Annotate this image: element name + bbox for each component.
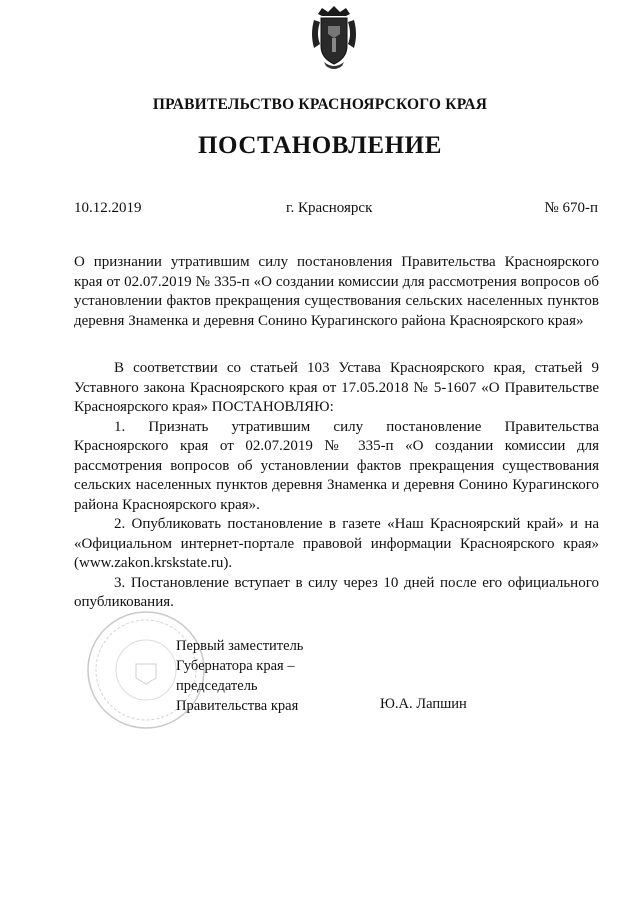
signatory-position-line: Губернатора края – xyxy=(176,658,295,674)
body-preamble: В соответствии со статьей 103 Устава Красноярского края, статьей 9 Уставного закона Красноярского края от 17.05.2018 № 5-1607 «О Правительстве Красноярского края» ПОСТАНОВЛЯЮ: xyxy=(74,360,599,415)
document-city: г. Красноярск xyxy=(286,200,373,216)
body-item-2: 2. Опубликовать постановление в газете «Наш Красноярский край» и на «Официальном интернет-портале правовой информации Красноярского края» (www.zakon.krskstate.ru). xyxy=(74,516,599,571)
body-item-1: 1. Признать утратившим силу постановление Правительства Красноярского края от 02.07.2019 № 335-п «О создании комиссии для рассмотрения вопросов об установлении фактов прекращения существования сельских населенных пунктов деревня Знаменка и деревня Сонино Курагинского района Красноярского края». xyxy=(74,418,599,513)
signatory-position-line: Первый заместитель xyxy=(176,638,304,654)
signatory-position-line: председатель xyxy=(176,678,258,694)
document-subject: О признании утратившим силу постановления Правительства Красноярского края от 02.07.2019 № 335-п «О создании комиссии для рассмотрения вопросов об установлении фактов прекращения существования сельских населенных пунктов деревня Знаменка и деревня Сонино Курагинского района Красноярского края» xyxy=(74,254,599,329)
signatory-name: Ю.А. Лапшин xyxy=(380,696,467,712)
document-date: 10.12.2019 xyxy=(74,200,142,216)
signatory-position-line: Правительства края xyxy=(176,698,299,714)
document-number: № 670-п xyxy=(544,200,598,216)
signatory-position xyxy=(176,636,303,716)
body-item-3: 3. Постановление вступает в силу через 10 дней после его официального опубликования. xyxy=(74,574,599,610)
document-type: ПОСТАНОВЛЕНИЕ xyxy=(197,132,443,159)
document-body xyxy=(74,359,599,613)
government-title: ПРАВИТЕЛЬСТВО КРАСНОЯРСКОГО КРАЯ xyxy=(152,96,488,113)
coat-of-arms-icon xyxy=(308,4,360,72)
